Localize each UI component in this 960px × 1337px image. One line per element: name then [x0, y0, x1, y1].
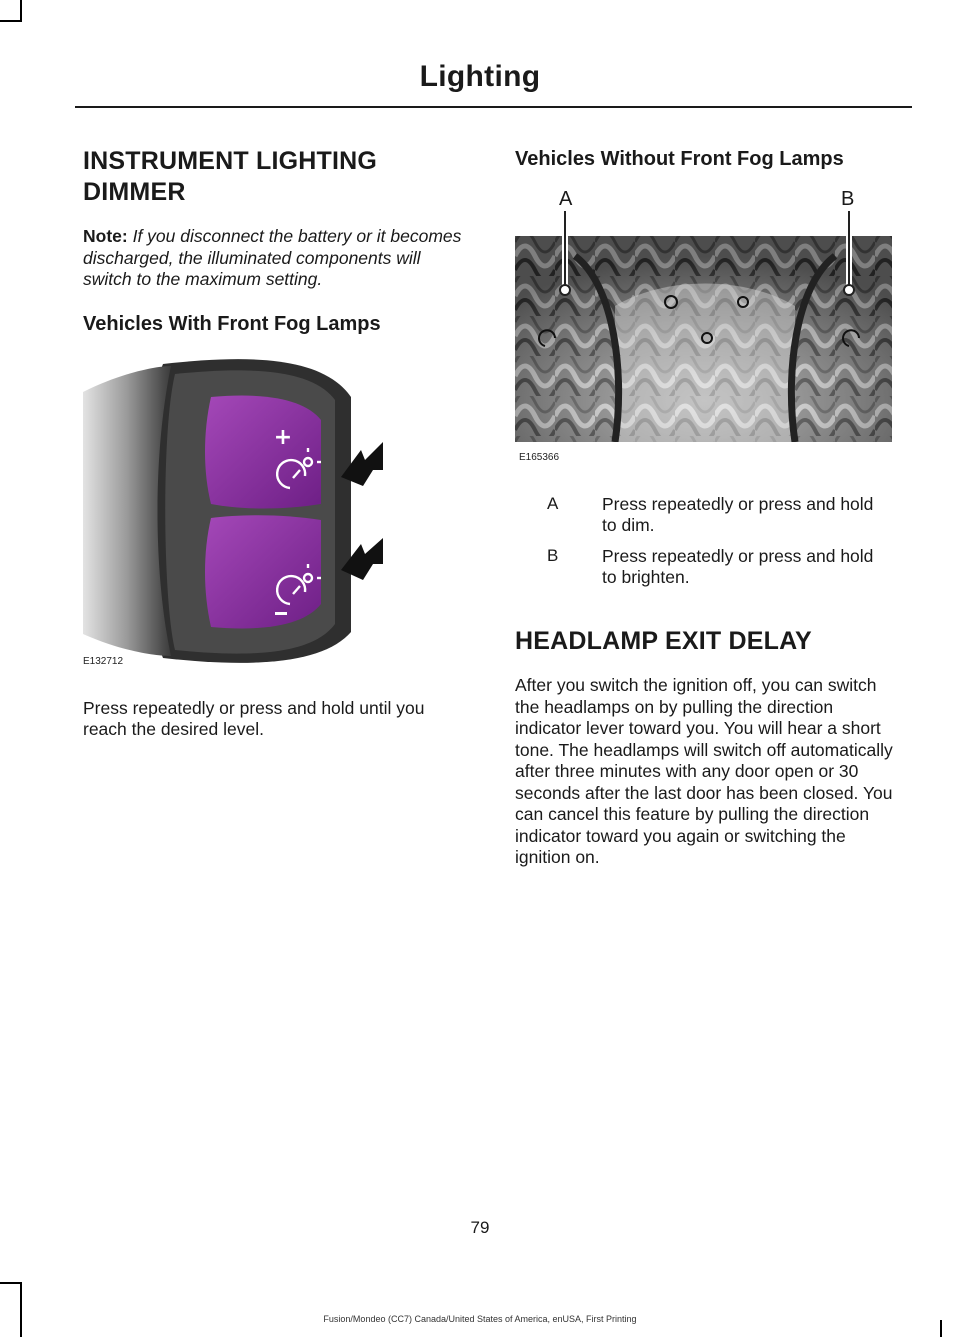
footer-text: Fusion/Mondeo (CC7) Canada/United States of America, enUSA, First Printing: [323, 1314, 637, 1324]
subheading-with-fog-lamps: Vehicles With Front Fog Lamps: [83, 312, 381, 335]
legend-key: A: [547, 494, 559, 513]
page-number: 79: [470, 1218, 490, 1237]
legend-description: Press repeatedly or press and hold to brighten.: [602, 546, 874, 587]
header-rule: [75, 106, 912, 108]
dimmer-switch-illustration: [83, 352, 463, 672]
figure-code: E165366: [519, 452, 560, 463]
legend-item: [515, 546, 895, 598]
callout-label-b: B: [837, 188, 858, 211]
legend-key: B: [547, 546, 559, 565]
legend-item: [515, 494, 895, 546]
legend-description: Press repeatedly or press and hold to dim.: [602, 494, 874, 535]
headlamp-switch-illustration: [515, 196, 895, 442]
section-heading-headlamp-exit-delay: HEADLAMP EXIT DELAY: [515, 627, 812, 655]
figure-code: E132712: [83, 655, 124, 667]
subheading-without-fog-lamps: Vehicles Without Front Fog Lamps: [515, 148, 844, 170]
callout-label-a: A: [555, 188, 576, 211]
crop-mark: [20, 0, 22, 22]
crop-mark: [0, 20, 20, 22]
dimmer-instructions: Press repeatedly or press and hold until you reach the desired level.: [83, 697, 425, 739]
svg-text:+: +: [273, 424, 293, 450]
page-header-title: Lighting: [419, 60, 541, 93]
figure-dimmer-switch-with-fog: [83, 352, 463, 672]
headlamp-exit-delay-text: After you switch the ignition off, you can switch the headlamps on by pulling the direction indicator lever toward you. You will hear a short tone. The headlamps will switch off automatically after three minutes with any door open or 30 seconds after the last door has been closed. You can cancel this feature by pulling the direction indicator toward you again or switching the ignition on.: [515, 675, 893, 867]
figure-dimmer-switch-without-fog: [515, 188, 895, 463]
left-column: [83, 146, 463, 741]
note-label: Note:: [83, 226, 128, 246]
legend-list: [515, 494, 895, 598]
note-text: If you disconnect the battery or it becomes discharged, the illuminated components will switch to the maximum setting.: [83, 226, 462, 289]
note-paragraph: [83, 226, 463, 291]
right-column: [515, 146, 895, 869]
section-heading-instrument-dimmer: INSTRUMENT LIGHTING DIMMER: [83, 147, 378, 206]
crop-mark: [0, 1282, 20, 1284]
crop-mark: [20, 1282, 22, 1337]
